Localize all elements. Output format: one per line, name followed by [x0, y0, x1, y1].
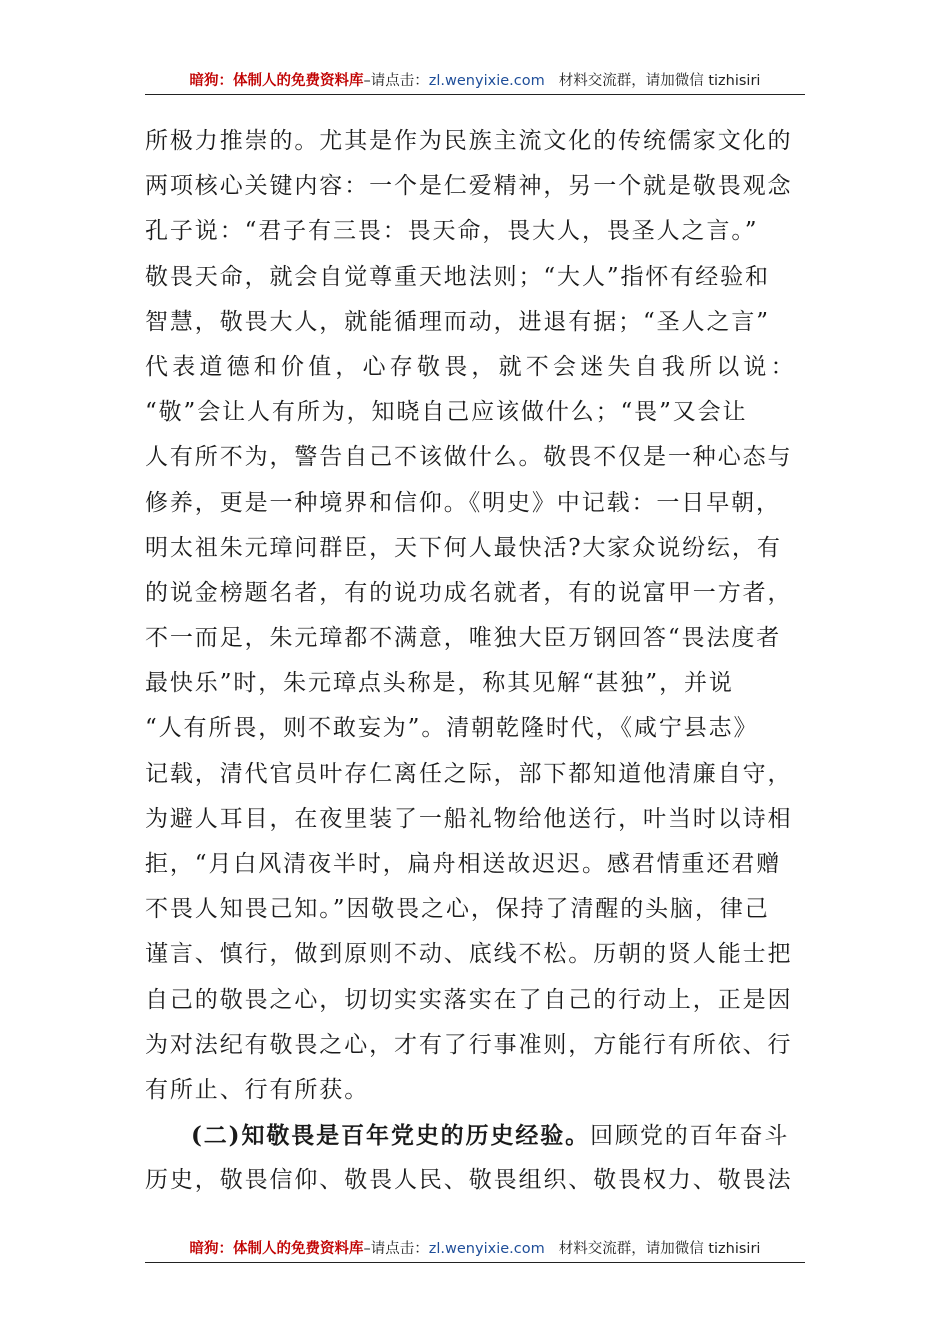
body-line: 为对法纪有敬畏之心，才有了行事准则，方能行有所依、行	[145, 1031, 793, 1058]
body-line: 智慧，敬畏大人，就能循理而动，进退有据；“圣人之言”	[145, 308, 770, 335]
body-line: 修养，更是一种境界和信仰。《明史》中记载：一日早朝，	[145, 489, 781, 516]
body-line: 最快乐”时，朱元璋点头称是，称其见解“甚独”，并说	[145, 670, 734, 697]
body-line: 所极力推崇的。尤其是作为民族主流文化的传统儒家文化的	[145, 128, 793, 154]
document-body	[145, 119, 806, 1204]
body-line: 明太祖朱元璋问群臣，天下何人最快活?大家众说纷纭，有	[145, 534, 782, 561]
body-line: 谨言、慎行，做到原则不动、底线不松。历朝的贤人能士把	[145, 941, 793, 968]
header-brand: 暗狗：体制人的免费资料库	[189, 73, 364, 89]
body-line: 的说金榜题名者，有的说功成名就者，有的说富甲一方者，	[145, 579, 793, 606]
footer-url-link[interactable]: zl.wenyixie.com	[428, 1241, 545, 1257]
body-line: 敬畏天命，就会自觉尊重天地法则；“大人”指怀有经验和	[145, 263, 770, 290]
body-line: “敬”会让人有所为，知晓自己应该做什么；“畏”又会让	[145, 399, 748, 426]
body-line: 记载，清代官员叶存仁离任之际，部下都知道他清廉自守，	[145, 760, 793, 787]
header-url-link[interactable]: zl.wenyixie.com	[428, 73, 545, 89]
footer-brand: 暗狗：体制人的免费资料库	[189, 1241, 364, 1257]
section-heading-line	[145, 1113, 806, 1158]
body-line: 有所止、行有所获。	[145, 1076, 370, 1103]
footer-divider	[145, 1262, 805, 1263]
body-line: 为避人耳目，在夜里装了一船礼物给他送行，叶当时以诗相	[145, 805, 793, 832]
body-line: 人有所不为，警告自己不该做什么。敬畏不仅是一种心态与	[145, 444, 793, 471]
header-prompt: –请点击：	[363, 73, 429, 89]
body-line: 孔子说：“君子有三畏：畏天命，畏大人，畏圣人之言。”	[145, 218, 759, 245]
footer-prompt: –请点击：	[363, 1241, 429, 1257]
footer-banner	[145, 1238, 805, 1260]
footer-contact: 材料交流群，请加微信 tizhisiri	[558, 1241, 761, 1257]
body-line: 不畏人知畏己知。”因敬畏之心，保持了清醒的头脑，律己	[145, 896, 770, 923]
section-heading: (二)知敬畏是百年党史的历史经验。	[191, 1122, 591, 1150]
body-line: 代表道德和价值，心存敬畏，就不会迷失自我所以说：	[145, 353, 798, 380]
body-line: 历史，敬畏信仰、敬畏人民、敬畏组织、敬畏权力、敬畏法	[145, 1167, 793, 1194]
header-banner	[145, 70, 805, 92]
header-divider	[145, 94, 805, 95]
header-contact: 材料交流群，请加微信 tizhisiri	[558, 73, 761, 89]
body-line: 拒，“月白风清夜半时，扁舟相送故迟迟。感君情重还君赠	[145, 851, 782, 877]
body-line: 两项核心关键内容：一个是仁爱精神，另一个就是敬畏观念	[145, 173, 793, 200]
body-line: 自己的敬畏之心，切切实实落实在了自己的行动上，正是因	[145, 986, 793, 1013]
body-line: “人有所畏，则不敢妄为”。清朝乾隆时代，《咸宁县志》	[145, 715, 759, 742]
section-heading-rest: 回顾党的百年奋斗	[590, 1123, 790, 1150]
body-line: 不一而足，朱元璋都不满意，唯独大臣万钢回答“畏法度者	[145, 625, 782, 652]
